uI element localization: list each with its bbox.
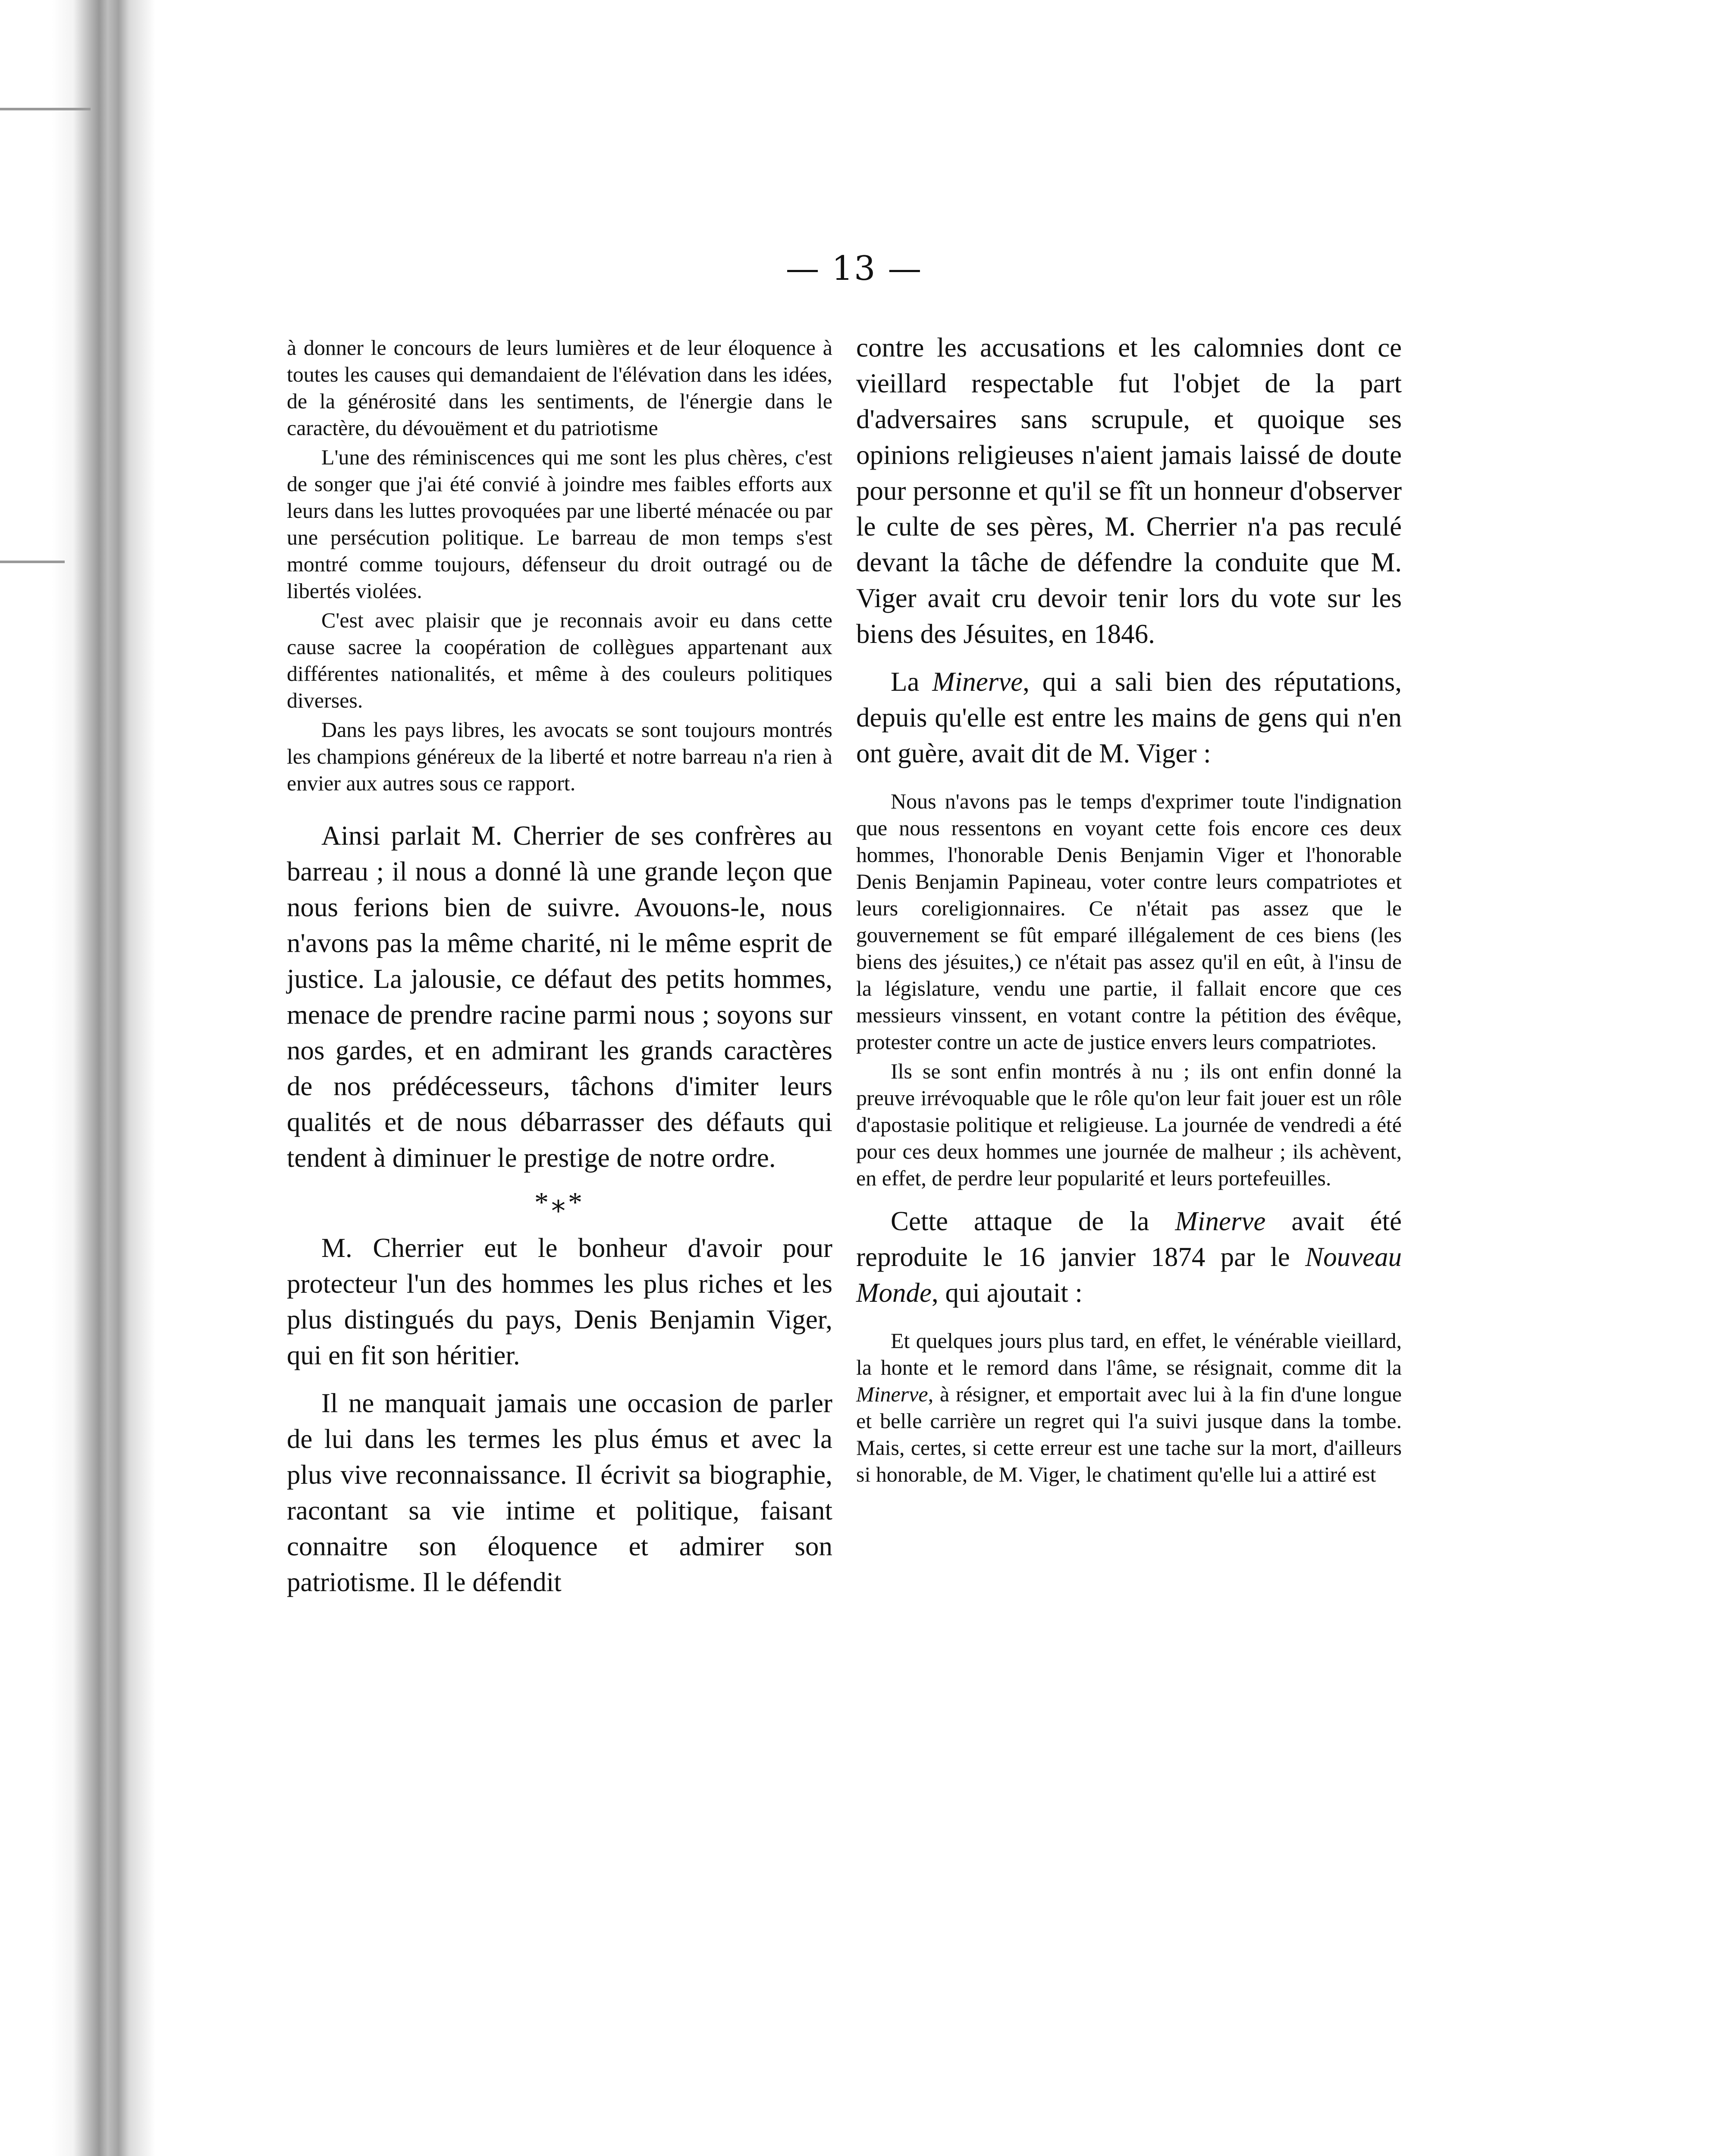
quotation: Ils se sont enfin montrés à nu ; ils ont enfin donné la preuve irrévoquable que le rôle qu'on leur fait jouer est un rôle d'apostasie politique et religieuse. La journée de vendredi a été pour ces deux hommes une journée de malheur ; ils achèvent, en effet, de perdre leur popularité et leurs portefeuilles. [856,1059,1402,1190]
right-column [856,334,1402,1488]
section-separator: *⁎* [534,1187,585,1218]
paragraph: Cette attaque de la Minerve avait été reproduite le 16 janvier 1874 par le Nouveau Monde, qui ajoutait : [856,1206,1402,1308]
quotation: Nous n'avons pas le temps d'exprimer toute l'indignation que nous ressentons en voyant cette fois encore ces deux hommes, l'honorable Denis Benjamin Viger et l'honorable Denis Benjamin Papineau, voter contre leurs compatriotes et leurs coreligionnaires. Ce n'était pas assez que le gouvernement se fût emparé illégalement de ces biens (les biens des jésuites,) ce n'était pas assez qu'il en eût, à l'insu de la législature, vendu une partie, il fallait encore que ces messieurs vinssent, en votant contre la pétition des évêque, protester contre un acte de justice envers leurs compatriotes. [856,789,1402,1054]
newspaper-name: Minerve [932,667,1023,697]
left-column [287,334,832,1600]
paragraph: Ainsi parlait M. Cherrier de ses confrères au barreau ; il nous a donné là une grande leçon que nous ferions bien de suivre. Avouons-le, nous n'avons pas la même charité, ni le même esprit de justice. La jalousie, ce défaut des petits hommes, menace de prendre racine parmi nous ; soyons sur nos gardes, et en admirant les grands caractères de nos prédécesseurs, tâchons d'imiter leurs qualités et de nous débarrasser des défauts qui tendent à diminuer le prestige de notre ordre. [287,821,832,1173]
paragraph: La Minerve, qui a sali bien des réputations, depuis qu'elle est entre les mains de gens qui n'en ont guère, avait dit de M. Viger : [856,667,1402,768]
newspaper-name: Minerve [1175,1206,1266,1236]
paragraph: L'une des réminiscences qui me sont les plus chères, c'est de songer que j'ai été convié à joindre mes faibles efforts aux leurs dans les luttes provoquées par une liberté ménacée ou par une persécution politique. Le barreau de mon temps s'est montré comme toujours, défenseur du droit outragé ou de libertés violées. [287,445,832,603]
paragraph: C'est avec plaisir que je reconnais avoir eu dans cette cause sacree la coopération de collègues appartenant aux différentes nationalités, et même à des couleurs politiques diverses. [287,608,832,712]
scan-mark [0,561,65,563]
page-binding-edge [0,0,155,2156]
paragraph: Dans les pays libres, les avocats se sont toujours montrés les champions généreux de la liberté et notre barreau n'a rien à envier aux autres sous ce rapport. [287,718,832,795]
paragraph: contre les accusations et les calomnies dont ce vieillard respectable fut l'objet de la part d'adversaires sans scrupule, et quoique ses opinions religieuses n'aient jamais laissé de doute pour personne et qu'il se fît un honneur d'observer le culte de ses pères, M. Cherrier n'a pas reculé devant la tâche de défendre la conduite que M. Viger avait cru devoir tenir lors du vote sur les biens des Jésuites, en 1846. [856,332,1402,649]
newspaper-name: Minerve [856,1382,928,1406]
paragraph: Il ne manquait jamais une occasion de parler de lui dans les termes les plus émus et avec la plus vive reconnaissance. Il écrivit sa biographie, racontant sa vie intime et politique, faisant connaitre son éloquence et admirer son patriotisme. Il le défendit [287,1388,832,1597]
paragraph: à donner le concours de leurs lumières et de leur éloquence à toutes les causes qui demandaient de l'élévation dans les idées, de la générosité dans les sentiments, de l'énergie dans le caractère, du dévouëment et du patriotisme [287,335,832,440]
newspaper-name: Nouveau Monde [856,1242,1402,1308]
page-number: — 13 — [785,249,923,288]
paragraph: M. Cherrier eut le bonheur d'avoir pour protecteur l'un des hommes les plus riches et les plus distingués du pays, Denis Benjamin Viger, qui en fit son héritier. [287,1233,832,1370]
scan-mark [0,108,91,110]
quotation: Et quelques jours plus tard, en effet, le vénérable vieillard, la honte et le remord dans l'âme, se résignait, comme dit la Minerve, à résigner, et emportait avec lui à la fin d'une longue et belle carrière un regret qui l'a suivi jusque dans la tombe. Mais, certes, si cette erreur est une tache sur la mort, d'ailleurs si honorable, de M. Viger, le chatiment qu'elle lui a attiré est [856,1329,1402,1486]
